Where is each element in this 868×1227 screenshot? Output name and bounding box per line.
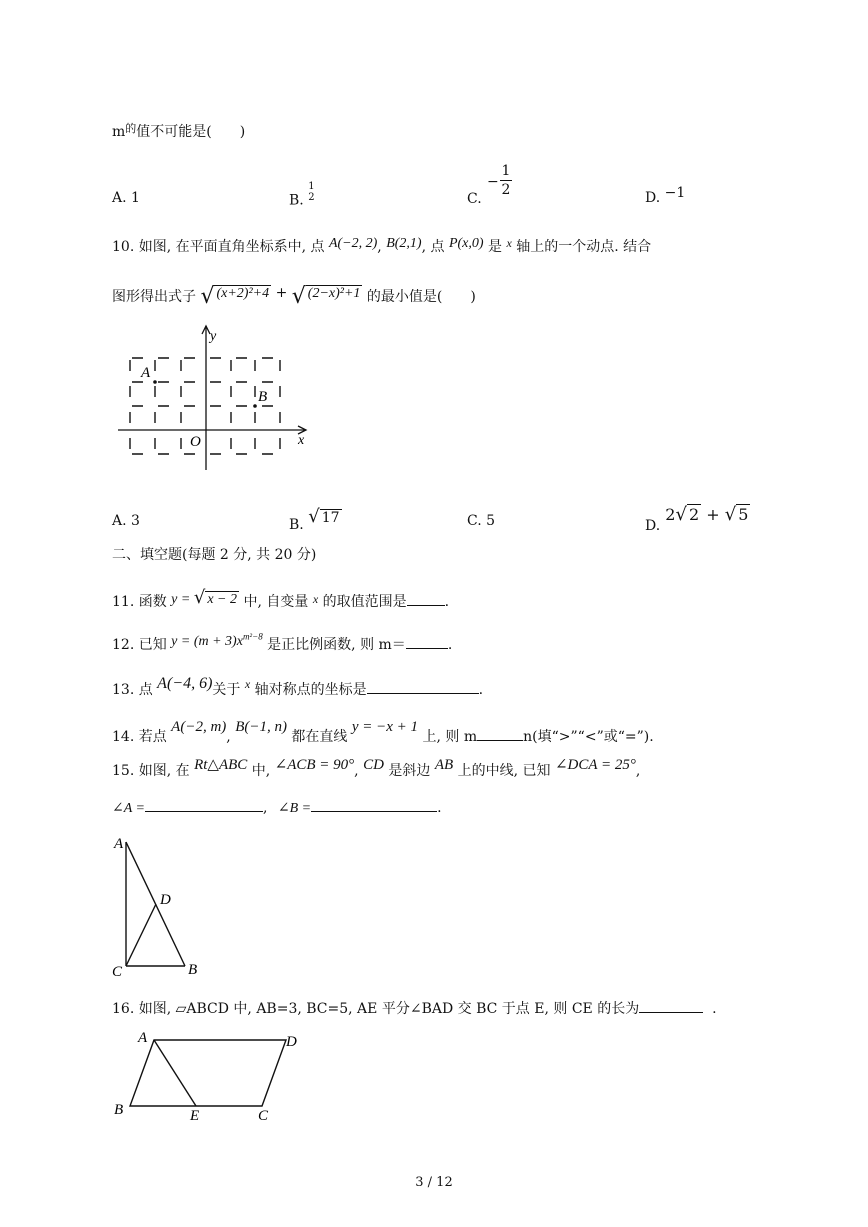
q10-point-a: A(−2, 2) (328, 236, 378, 251)
q13-text-c: 轴对称点的坐标是 (254, 682, 367, 698)
q15-ab: AB (434, 757, 454, 773)
q15-comma2: , (635, 763, 641, 779)
q10-point-b-dot (253, 404, 257, 408)
q10-text-e: 的最小值是( ) (366, 289, 476, 305)
q11: 11. 函数 y = √ x − 2 中, 自变量 x 的取值范围是 . (112, 587, 450, 610)
q15-answer-b-blank[interactable] (311, 811, 437, 812)
q16-label-d: D (286, 1034, 297, 1050)
q9-m: m (112, 124, 126, 140)
q15-answer-a-blank[interactable] (145, 811, 263, 812)
q12 (112, 630, 453, 653)
q16-answer-blank[interactable] (639, 1012, 703, 1013)
q9-c-fraction (500, 162, 512, 199)
q16-end: . (712, 1001, 717, 1017)
q14-point-b: B(−1, n) (235, 719, 287, 735)
q15-angle-a: ∠A = (112, 801, 145, 816)
q10-plus: + (275, 285, 288, 301)
q15-angle-acb: ∠ACB = 90° (274, 757, 355, 773)
q12-func: y = (m + 3)x (171, 634, 243, 649)
q13 (112, 673, 484, 698)
q15-label-c: C (112, 964, 123, 980)
q9-option-a[interactable]: A. 1 (112, 190, 140, 206)
q9-c-den: 2 (501, 182, 511, 198)
q15-comma: , (354, 763, 359, 779)
q11-end: . (444, 594, 450, 610)
q12-exponent: m²−8 (242, 631, 263, 642)
q15-sep: , (262, 800, 268, 816)
q10-text-d: 图形得出式子 (112, 289, 196, 305)
q11-func: y = (171, 592, 194, 607)
q10-text-b: 是 (488, 239, 502, 255)
q10-line1 (112, 236, 651, 256)
q14-line-eq: y = −x + 1 (351, 719, 419, 735)
q15-triangle-lines (126, 842, 185, 966)
q11-text-c: 的取值范围是 (322, 594, 407, 610)
q9-option-b[interactable] (289, 181, 315, 211)
q10-x-label: x (298, 433, 305, 448)
q13-point: A(−4, 6) (157, 675, 213, 692)
q12-answer-blank[interactable] (406, 648, 448, 649)
q10-point-a-label: A (141, 365, 151, 381)
q9-de: 的 (125, 122, 137, 135)
q9-rest: 值不可能是( ) (136, 124, 246, 140)
q11-text-a: 11. 函数 (112, 594, 167, 610)
q16-label-b: B (114, 1102, 124, 1118)
q15-text-a: 15. 如图, 在 (112, 763, 190, 779)
q15-label-b: B (188, 962, 198, 978)
q10-grid-figure (112, 322, 312, 474)
page-number: 3 / 12 (415, 1175, 453, 1190)
q14-text-d: n(填“>”“<”或“=”). (523, 729, 654, 745)
q11-radicand: x − 2 (207, 592, 237, 607)
q15-text-e: 上的中线, 已知 (457, 763, 551, 779)
q9-option-b-fraction (308, 182, 314, 203)
q11-answer-blank[interactable] (407, 605, 445, 606)
q9-b-num: 1 (308, 181, 315, 192)
q14-text-c: 上, 则 m (422, 729, 478, 745)
q9-option-b-label: B. (289, 192, 304, 209)
q10-point-b: B(2,1) (386, 236, 422, 251)
q16-parallelogram-figure (108, 1026, 308, 1126)
q10-origin-label: O (190, 434, 201, 450)
q14-point-a: A(−2, m) (171, 719, 227, 735)
q16 (112, 998, 717, 1018)
q16-text: 16. 如图, ▱ABCD 中, AB=3, BC=5, AE 平分∠BAD 交 BC 于点 E, 则 CE 的长为 (112, 1001, 640, 1017)
q10-option-d[interactable]: D. 2√ 2 + √ 5 (645, 504, 749, 534)
q15-triangle: Rt△ABC (194, 757, 248, 773)
q10-axes (118, 326, 306, 470)
q15-text-b: 中, (251, 763, 271, 779)
q15-cd: CD (363, 757, 384, 773)
q10-grid (130, 358, 280, 454)
q13-text-a: 13. 点 (112, 682, 153, 698)
q10-b-radicand: 17 (321, 510, 340, 526)
q15-triangle-figure (106, 832, 216, 982)
q9-option-c-label: C. (467, 191, 482, 207)
q14 (112, 716, 654, 745)
q9-option-d[interactable] (645, 185, 686, 206)
q10-expr1: (x+2)²+4 (216, 286, 270, 301)
q10-d-plus: + (706, 505, 720, 524)
q10-point-p: P(x,0) (448, 236, 484, 251)
q9-d-val: −1 (664, 185, 686, 201)
q15-line2 (112, 800, 442, 817)
q10-text-a: 10. 如图, 在平面直角坐标系中, 点 (112, 239, 325, 255)
q12-text-b: 是正比例函数, 则 m＝ (267, 637, 406, 653)
q15-angle-dca: ∠DCA = 25° (554, 757, 636, 773)
q16-label-c: C (258, 1108, 269, 1124)
q10-point-a-dot (153, 380, 157, 384)
q16-label-e: E (190, 1108, 200, 1124)
q10-comma2: , 点 (421, 239, 445, 255)
q14-answer-blank[interactable] (477, 740, 523, 741)
q9-c-sign: − (487, 174, 499, 190)
q10-option-d-label: D. (645, 518, 661, 534)
q15-label-d: D (160, 892, 171, 908)
q15-label-a: A (114, 836, 124, 852)
q10-line2: 图形得出式子 √ (x+2)²+4 + √ (2−x)²+1 的最小值是( ) (112, 284, 476, 309)
q14-comma: , (226, 729, 231, 745)
q16-parallelogram-lines (130, 1040, 286, 1106)
q15-angle-b: ∠B = (277, 801, 312, 816)
section-heading-fill-in: 二、填空题(每题 2 分, 共 20 分) (112, 547, 317, 563)
q11-x: x (312, 592, 319, 606)
q9-c-num: 1 (501, 163, 511, 179)
q9-option-d-label: D. (645, 190, 661, 206)
q10-option-b[interactable]: B. √ 17 (289, 506, 340, 533)
q13-text-b: 关于 (212, 682, 241, 698)
q10-d-rad2: 5 (738, 505, 749, 524)
q15-text-d: 是斜边 (388, 763, 431, 779)
q15-line1 (112, 754, 641, 779)
q10-x: x (506, 236, 512, 250)
q14-text-a: 14. 若点 (112, 729, 167, 745)
q10-expr2: (2−x)²+1 (307, 286, 361, 301)
q10-option-c[interactable]: C. 5 (467, 513, 496, 529)
q11-text-b: 中, 自变量 (243, 594, 309, 610)
q13-answer-blank[interactable] (367, 693, 479, 694)
q10-text-c: 轴上的一个动点. 结合 (516, 239, 652, 255)
q10-comma1: , (377, 239, 382, 255)
q10-point-b-label: B (258, 389, 268, 405)
q10-d-rad1: 2 (688, 505, 700, 524)
q10-option-a[interactable]: A. 3 (112, 513, 140, 529)
q14-text-b: 都在直线 (291, 729, 348, 745)
q10-y-label: y (210, 329, 217, 344)
q16-label-a: A (138, 1030, 148, 1046)
q13-x: x (244, 677, 251, 691)
q12-text-a: 12. 已知 (112, 637, 167, 653)
q12-end: . (447, 637, 453, 653)
q15-end: . (437, 800, 442, 816)
q9-b-den: 2 (308, 192, 315, 203)
q13-end: . (478, 682, 484, 698)
q10-d-coef: 2 (665, 505, 676, 524)
q10-option-b-label: B. (289, 517, 304, 533)
q9-stem (112, 120, 245, 141)
